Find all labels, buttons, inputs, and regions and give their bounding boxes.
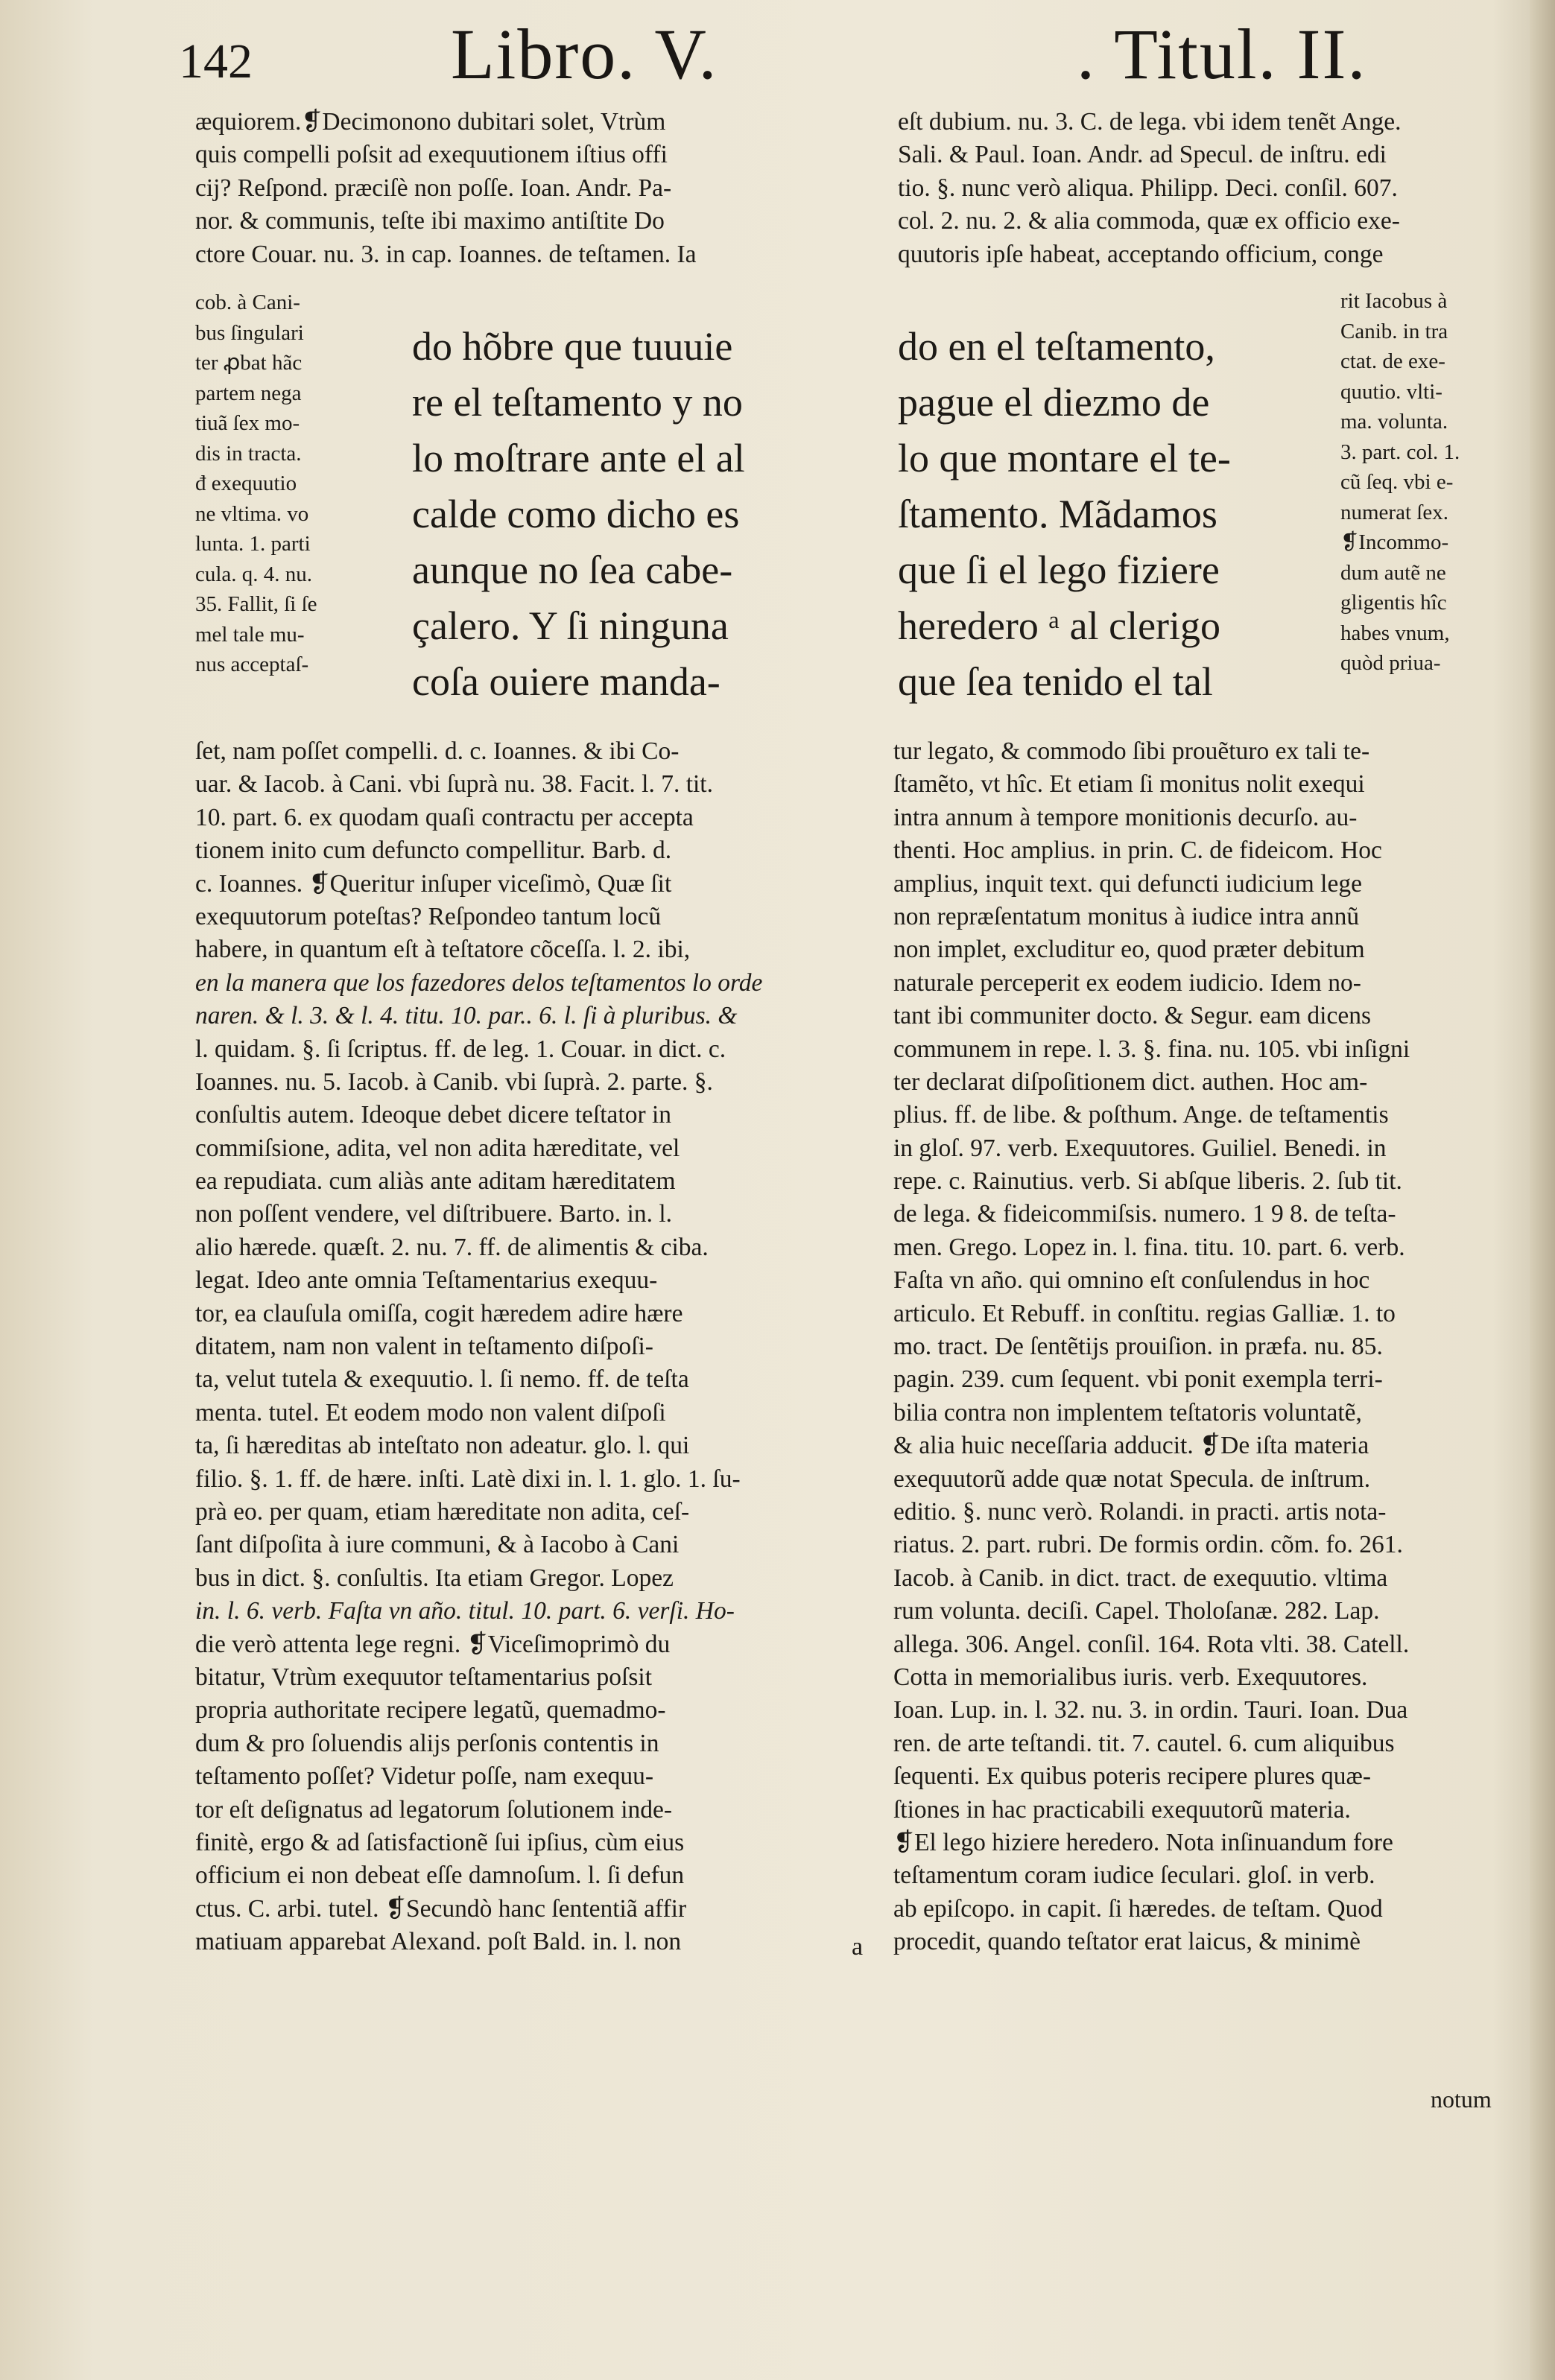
text-line: tor eſt deſignatus ad legatorum ſolutionem inde- (195, 1795, 673, 1824)
text-line: Ioan. Lup. in. l. 32. nu. 3. in ordin. Tauri. Ioan. Dua (893, 1696, 1408, 1724)
text-line: quis compelli poſsit ad exequutionem iſtius offi (195, 141, 668, 169)
text-line: tiuã ſex mo- (195, 411, 300, 435)
text-line: ſant diſpoſita à iure communi, & à Iacobo à Cani (195, 1531, 680, 1559)
text-line: ctat. de exe- (1340, 349, 1445, 373)
text-line: ter ꝓbat hãc (195, 351, 303, 375)
left-commentary-bottom (195, 735, 837, 1958)
text-line: 35. Fallit, ſi ſe (195, 592, 317, 616)
text-line: 10. part. 6. ex quodam quaſi contractu per accepta (195, 803, 694, 831)
text-line: prà eo. per quam, etiam hæreditate non adita, ceſ- (195, 1497, 690, 1526)
text-line: exequutorũ adde quæ notat Specula. de inſtrum. (893, 1465, 1371, 1493)
text-line: nor. & communis, teſte ibi maximo antiſtite Do (195, 207, 665, 235)
text-line: dis in tracta. (195, 441, 302, 466)
text-line: ſequenti. Ex quibus poteris recipere plures quæ- (893, 1762, 1371, 1791)
text-line: Sali. & Paul. Ioan. Andr. ad Specul. de inſtru. edi (898, 141, 1387, 169)
text-line: ab epiſcopo. in capit. ſi hæredes. de teſtam. Quod (893, 1894, 1383, 1923)
text-line: procedit, quando teſtator erat laicus, & minimè (893, 1928, 1361, 1956)
text-line: tionem inito cum defuncto compellitur. Barb. d. (195, 837, 672, 865)
text-line: col. 2. nu. 2. & alia commoda, quæ ex officio exe- (898, 207, 1400, 235)
text-line: rum volunta. deciſi. Capel. Tholoſanæ. 282. Lap. (893, 1597, 1380, 1625)
text-line: intra annum à tempore monitionis decurſo. au- (893, 803, 1358, 831)
text-line: quòd priua- (1340, 651, 1441, 675)
text-line: gligentis hîc (1340, 591, 1447, 615)
text-line: ❡Incommo- (1340, 530, 1449, 554)
text-line: ea repudiata. cum aliàs ante aditam hæreditatem (195, 1167, 676, 1196)
text-line: lo moſtrare ante el al (412, 436, 745, 480)
right-commentary-bottom (893, 735, 1540, 1958)
text-line: Faſta vn año. qui omnino eſt conſulendus in hoc (893, 1266, 1370, 1295)
left-gloss-column (195, 288, 383, 680)
text-line: men. Grego. Lopez in. l. fina. titu. 10. part. 6. verb. (893, 1233, 1405, 1261)
header-libro: Libro. V. (451, 14, 718, 94)
text-line: cob. à Cani- (195, 291, 300, 314)
text-line: dum & pro ſoluendis alijs perſonis contentis in (195, 1729, 659, 1757)
text-line: tur legato, & commodo ſibi prouẽturo ex tali te- (893, 737, 1370, 765)
text-line: non poſſent vendere, vel diſtribuere. Barto. in. l. (195, 1200, 673, 1228)
text-line: ren. de arte teſtandi. tit. 7. cautel. 6. cum aliquibus (893, 1729, 1395, 1757)
text-line: calde como dicho es (412, 492, 740, 536)
text-line: bitatur, Vtrùm exequutor teſtamentarius poſsit (195, 1663, 653, 1691)
text-line: pague el diezmo de (898, 380, 1210, 425)
text-line: habere, in quantum eſt à teſtatore cõceſſa. l. 2. ibi, (195, 936, 691, 964)
text-line: ſtiones in hac practicabili exequutorũ materia. (893, 1795, 1351, 1824)
text-line: de lega. & fideicommiſsis. numero. 1 9 8. de teſta- (893, 1200, 1396, 1228)
text-line: nus acceptaſ- (195, 653, 309, 676)
text-line: ta, ſi hæreditas ab inteſtato non adeatur. glo. l. qui (195, 1432, 690, 1460)
text-line: ma. volunta. (1340, 410, 1448, 434)
text-line: tant ibi communiter docto. & Segur. eam dicens (893, 1002, 1372, 1030)
text-line: do en el teſtamento, (898, 324, 1215, 369)
text-line: que ſi el lego fiziere (898, 548, 1220, 592)
law-text-left (412, 319, 840, 710)
text-line: coſa ouiere manda- (412, 659, 721, 704)
text-line: aunque no ſea cabe- (412, 548, 733, 592)
law-text-right (898, 319, 1337, 710)
text-line: l. quidam. §. ſi ſcriptus. ff. de leg. 1. Couar. in dict. c. (195, 1035, 726, 1063)
text-line: riatus. 2. part. rubri. De formis ordin. cõm. fo. 261. (893, 1531, 1403, 1559)
text-line: naturale perceperit ex eodem iudicio. Idem no- (893, 968, 1361, 997)
text-line: c. Ioannes. ❡Queritur inſuper viceſimò, Quæ ſit (195, 869, 672, 898)
text-line: çalero. Y ſi ninguna (412, 603, 729, 648)
text-line: bilia contra non implentem teſtatoris voluntatẽ, (893, 1398, 1362, 1427)
text-line: Cotta in memorialibus iuris. verb. Exequutores. (893, 1663, 1368, 1691)
text-line: quutio. vlti- (1340, 379, 1442, 404)
text-line: eſt dubium. nu. 3. C. de lega. vbi idem tenẽt Ange. (898, 108, 1402, 136)
text-line: do hõbre que tuuuie (412, 324, 733, 369)
text-line: Ioannes. nu. 5. Iacob. à Canib. vbi ſuprà. 2. parte. §. (195, 1067, 713, 1096)
text-line: re el teſtamento y no (412, 380, 743, 425)
folio-number: 142 (179, 34, 253, 89)
text-line: quutoris ipſe habeat, acceptando officium, conge (898, 240, 1384, 268)
text-line: alio hærede. quæſt. 2. nu. 7. ff. de alimentis & ciba. (195, 1233, 709, 1261)
text-line: thenti. Hoc amplius. in prin. C. de fideicom. Hoc (893, 837, 1382, 865)
text-line: non repræſentatum monitus à iudice intra annũ (893, 902, 1360, 930)
text-line: Canib. in tra (1340, 319, 1448, 343)
text-line: habes vnum, (1340, 621, 1450, 645)
text-line: ter declarat diſpoſitionem dict. authen. Hoc am- (893, 1067, 1368, 1096)
text-line: non implet, excluditur eo, quod præter debitum (893, 936, 1365, 964)
text-line: in. l. 6. verb. Faſta vn año. titul. 10. part. 6. verſi. Ho- (195, 1597, 735, 1625)
header-titul: . Titul. II. (1077, 14, 1367, 94)
text-line: cula. q. 4. nu. (195, 562, 313, 586)
text-line: ſtamento. Mãdamos (898, 492, 1217, 536)
text-line: ditatem, nam non valent in teſtamento diſpoſi- (195, 1333, 653, 1361)
text-line: naren. & l. 3. & l. 4. titu. 10. par.. 6. l. ſi à pluribus. & (195, 1002, 738, 1030)
left-commentary-top (195, 106, 837, 271)
text-line: en la manera que los fazedores delos teſtamentos lo orde (195, 968, 763, 997)
text-line: editio. §. nunc verò. Rolandi. in practi. artis nota- (893, 1497, 1387, 1526)
catchword: notum (1431, 2086, 1492, 2113)
text-line: 3. part. col. 1. (1340, 439, 1460, 464)
text-line: cũ ſeq. vbi e- (1340, 470, 1454, 494)
text-line: lunta. 1. parti (195, 532, 311, 556)
text-line: partem nega (195, 381, 302, 405)
running-header (0, 13, 1555, 95)
text-line: exequutorum poteſtas? Reſpondeo tantum locũ (195, 902, 662, 930)
text-line: numerat ſex. (1340, 500, 1448, 524)
text-line: ne vltima. vo (195, 501, 309, 526)
text-line: conſultis autem. Ideoque debet dicere teſtator in (195, 1101, 672, 1129)
text-line: Iacob. à Canib. in dict. tract. de exequutio. vltima (893, 1564, 1388, 1592)
text-line: tor, ea clauſula omiſſa, cogit hæredem adire hære (195, 1299, 683, 1327)
text-line: teſtamento poſſet? Videtur poſſe, nam exequu- (195, 1762, 654, 1791)
text-line: que ſea tenido el tal (898, 659, 1213, 704)
text-line: finitè, ergo & ad ſatisfactionẽ ſui ipſius, cùm eius (195, 1828, 685, 1856)
text-line: in gloſ. 97. verb. Exequutores. Guiliel. Benedi. in (893, 1134, 1387, 1162)
text-line: æquiorem.❡Decimonono dubitari solet, Vtrùm (195, 108, 666, 136)
text-line: rit Iacobus à (1340, 289, 1448, 313)
text-line: heredero ᵃ al clerigo (898, 603, 1221, 648)
text-line: propria authoritate recipere legatũ, quemadmo- (195, 1696, 666, 1724)
text-line: officium ei non debeat eſſe damnoſum. l. ſi defun (195, 1862, 685, 1890)
note-marker: a (852, 1933, 864, 1961)
text-line: die verò attenta lege regni. ❡Viceſimoprimò du (195, 1630, 671, 1658)
text-line: & alia huic neceſſaria adducit. ❡De iſta materia (893, 1432, 1369, 1460)
text-line: articulo. Et Rebuff. in conſtitu. regias Galliæ. 1. to (893, 1299, 1396, 1327)
text-line: menta. tutel. Et eodem modo non valent diſpoſi (195, 1398, 666, 1427)
text-line: dum autẽ ne (1340, 560, 1446, 585)
text-line: pagin. 239. cum ſequent. vbi ponit exempla terri- (893, 1365, 1383, 1394)
text-line: tio. §. nunc verò aliqua. Philipp. Deci. conſil. 607. (898, 174, 1398, 202)
text-line: ctus. C. arbi. tutel. ❡Secundò hanc ſententiã affir (195, 1894, 687, 1923)
text-line: ❡El lego hiziere heredero. Nota inſinuandum fore (893, 1828, 1393, 1856)
text-line: plius. ff. de libe. & poſthum. Ange. de teſtamentis (893, 1101, 1389, 1129)
text-line: repe. c. Rainutius. verb. Si abſque liberis. 2. ſub tit. (893, 1167, 1402, 1196)
text-line: đ exequutio (195, 472, 297, 495)
text-line: teſtamentum coram iudice ſeculari. gloſ. in verb. (893, 1862, 1375, 1890)
text-line: ta, velut tutela & exequutio. l. ſi nemo. ff. de teſta (195, 1365, 689, 1394)
right-gloss-column (1340, 286, 1542, 679)
text-line: mel tale mu- (195, 622, 305, 647)
text-line: legat. Ideo ante omnia Teſtamentarius exequu- (195, 1266, 658, 1295)
text-line: allega. 306. Angel. conſil. 164. Rota vlti. 38. Catell. (893, 1630, 1410, 1658)
text-line: uar. & Iacob. à Cani. vbi ſuprà nu. 38. Facit. l. 7. tit. (195, 770, 713, 799)
text-line: commiſsione, adita, vel non adita hæreditate, vel (195, 1134, 680, 1162)
text-line: bus ſingulari (195, 320, 304, 345)
text-line: lo que montare el te- (898, 436, 1231, 480)
text-line: ctore Couar. nu. 3. in cap. Ioannes. de teſtamen. Ia (195, 240, 697, 268)
text-line: filio. §. 1. ff. de hære. inſti. Latè dixi in. l. 1. glo. 1. ſu- (195, 1465, 741, 1493)
text-line: matiuam apparebat Alexand. poſt Bald. in. l. non (195, 1928, 682, 1956)
text-line: bus in dict. §. conſultis. Ita etiam Gregor. Lopez (195, 1564, 674, 1592)
text-line: mo. tract. De ſentẽtijs prouiſion. in præfa. nu. 85. (893, 1333, 1383, 1361)
text-line: ſtamẽto, vt hîc. Et etiam ſi monitus nolit exequi (893, 770, 1365, 799)
text-line: amplius, inquit text. qui defuncti iudicium lege (893, 869, 1362, 898)
text-line: cij? Reſpond. præciſè non poſſe. Ioan. Andr. Pa- (195, 174, 672, 202)
text-line: communem in repe. l. 3. §. fina. nu. 105. vbi inſigni (893, 1035, 1410, 1063)
text-line: ſet, nam poſſet compelli. d. c. Ioannes. & ibi Co- (195, 737, 680, 765)
right-commentary-top (898, 106, 1540, 271)
